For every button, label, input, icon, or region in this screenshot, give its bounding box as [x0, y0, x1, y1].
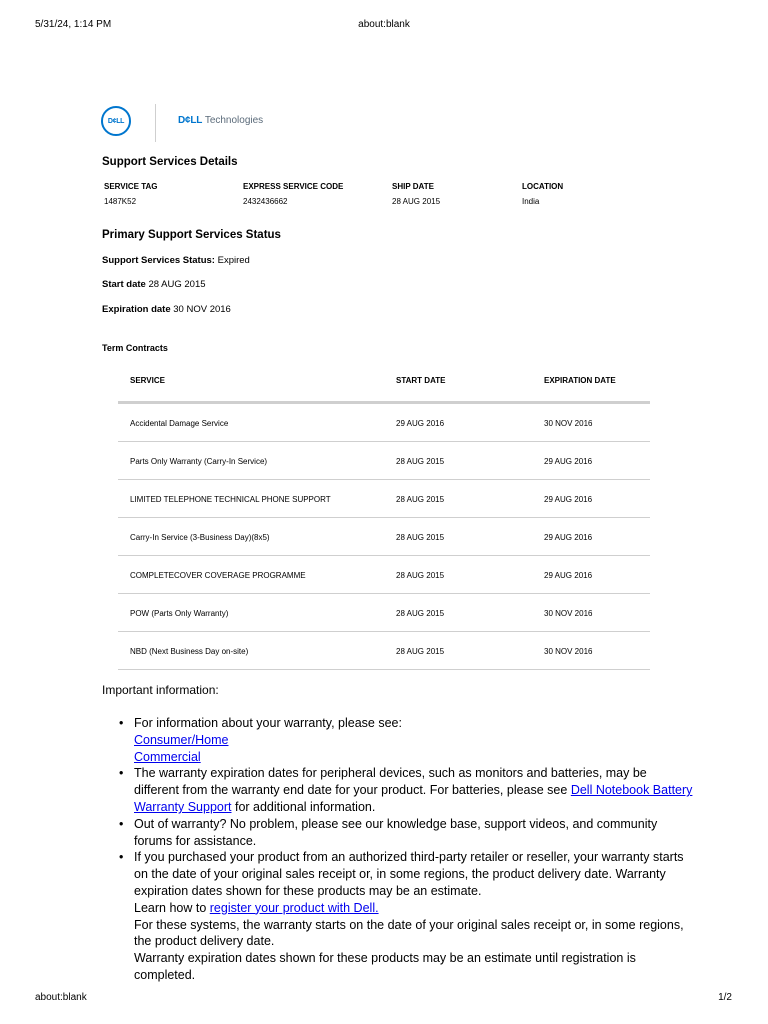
expiration-date-cell: 29 AUG 2016 [544, 495, 593, 504]
service-cell: Carry-In Service (3-Business Day)(8x5) [130, 533, 270, 542]
start-date-cell: 28 AUG 2015 [396, 571, 445, 580]
status-line [102, 255, 250, 266]
dell-logo-icon: D¢LL [101, 106, 131, 136]
table-row [118, 518, 650, 556]
location-value: India [522, 197, 540, 206]
expiration-date-cell: 29 AUG 2016 [544, 571, 593, 580]
expiration-date-header: EXPIRATION DATE [544, 376, 616, 385]
primary-status-title: Primary Support Services Status [102, 229, 281, 241]
start-date-line [102, 279, 206, 290]
list-item [119, 715, 694, 765]
service-cell: Accidental Damage Service [130, 419, 229, 428]
service-cell: POW (Parts Only Warranty) [130, 609, 229, 618]
location-label: LOCATION [522, 182, 564, 191]
table-row [118, 404, 650, 442]
expiration-date-cell: 30 NOV 2016 [544, 609, 593, 618]
start-date-cell: 28 AUG 2015 [396, 609, 445, 618]
service-header: SERVICE [130, 376, 165, 385]
dell-technologies-logo [178, 115, 263, 126]
table-row [118, 632, 650, 670]
service-tag-value: 1487K52 [104, 197, 137, 206]
bullet-icon: • [119, 850, 124, 865]
table-row [118, 594, 650, 632]
important-info-title: Important information: [102, 683, 219, 697]
logo-divider [155, 104, 156, 142]
bullet-icon: • [119, 766, 124, 781]
consumer-home-link[interactable]: Consumer/Home [134, 732, 229, 747]
ship-date-value: 28 AUG 2015 [392, 197, 441, 206]
additional-info-text: for additional information. [231, 799, 376, 814]
expiration-date-line [102, 304, 231, 315]
ship-date-label: SHIP DATE [392, 182, 434, 191]
list-item [119, 816, 694, 850]
battery-warranty-link[interactable]: Dell Notebook Battery Warranty Support [134, 783, 693, 814]
out-of-warranty-text: Out of warranty? No problem, please see our knowledge base, support videos, and community forums for assistance. [134, 816, 658, 848]
term-contracts-table [118, 364, 650, 670]
service-cell: COMPLETECOVER COVERAGE PROGRAMME [130, 571, 306, 580]
expiration-date-cell: 30 NOV 2016 [544, 419, 593, 428]
list-item [119, 765, 694, 815]
bullet-icon: • [119, 816, 124, 831]
status-label: Support Services Status: [102, 255, 215, 266]
start-date-cell: 28 AUG 2015 [396, 647, 445, 656]
expiration-date-cell: 30 NOV 2016 [544, 647, 593, 656]
service-tag-label: SERVICE TAG [104, 182, 158, 191]
table-header [118, 364, 650, 404]
expiration-date-value: 30 NOV 2016 [173, 304, 231, 315]
estimate-text: Warranty expiration dates shown for these products may be an estimate until registration is completed. [134, 951, 636, 982]
expiration-date-cell: 29 AUG 2016 [544, 457, 593, 466]
support-details-title: Support Services Details [102, 156, 238, 168]
print-title: about:blank [358, 19, 410, 30]
start-date-label: Start date [102, 279, 146, 290]
status-value: Expired [217, 255, 250, 266]
warranty-info-text: For information about your warranty, please see: [134, 716, 402, 730]
third-party-text: If you purchased your product from an authorized third-party retailer or reseller, your warranty starts on the date of your original sales receipt or, in some regions, the product delivery date. Warranty expiration dates shown for these products may be an estimate. [134, 850, 684, 898]
expiration-date-cell: 29 AUG 2016 [544, 533, 593, 542]
term-contracts-title: Term Contracts [102, 343, 168, 353]
service-cell: LIMITED TELEPHONE TECHNICAL PHONE SUPPORT [130, 495, 331, 504]
technologies-wordmark: Technologies [204, 115, 264, 126]
peripheral-text: The warranty expiration dates for peripheral devices, such as monitors and batteries, may be different from the warranty end date for your product. For batteries, please see [134, 766, 647, 798]
start-date-cell: 28 AUG 2015 [396, 533, 445, 542]
list-item [119, 849, 694, 983]
start-date-value: 28 AUG 2015 [148, 279, 206, 290]
page-number: 1/2 [718, 992, 732, 1003]
table-row [118, 556, 650, 594]
express-code-label: EXPRESS SERVICE CODE [243, 182, 344, 191]
systems-warranty-text: For these systems, the warranty starts on the date of your original sales receipt or, in some regions, the product delivery date. [134, 917, 684, 949]
start-date-header: START DATE [396, 376, 446, 385]
service-cell: Parts Only Warranty (Carry-In Service) [130, 457, 268, 466]
dell-wordmark: D¢LL [178, 115, 203, 126]
service-cell: NBD (Next Business Day on-site) [130, 647, 249, 656]
expiration-date-label: Expiration date [102, 304, 171, 315]
start-date-cell: 29 AUG 2016 [396, 419, 445, 428]
print-datetime: 5/31/24, 1:14 PM [35, 19, 112, 30]
start-date-cell: 28 AUG 2015 [396, 495, 445, 504]
register-product-link[interactable]: register your product with Dell. [209, 900, 379, 915]
learn-how-text: Learn how to [134, 900, 210, 915]
bullet-icon: • [119, 716, 124, 730]
table-row [118, 480, 650, 518]
start-date-cell: 28 AUG 2015 [396, 457, 445, 466]
table-row [118, 442, 650, 480]
express-code-value: 2432436662 [243, 197, 288, 206]
footer-url: about:blank [35, 992, 87, 1003]
important-info-list [119, 715, 694, 984]
commercial-link[interactable]: Commercial [134, 749, 201, 764]
